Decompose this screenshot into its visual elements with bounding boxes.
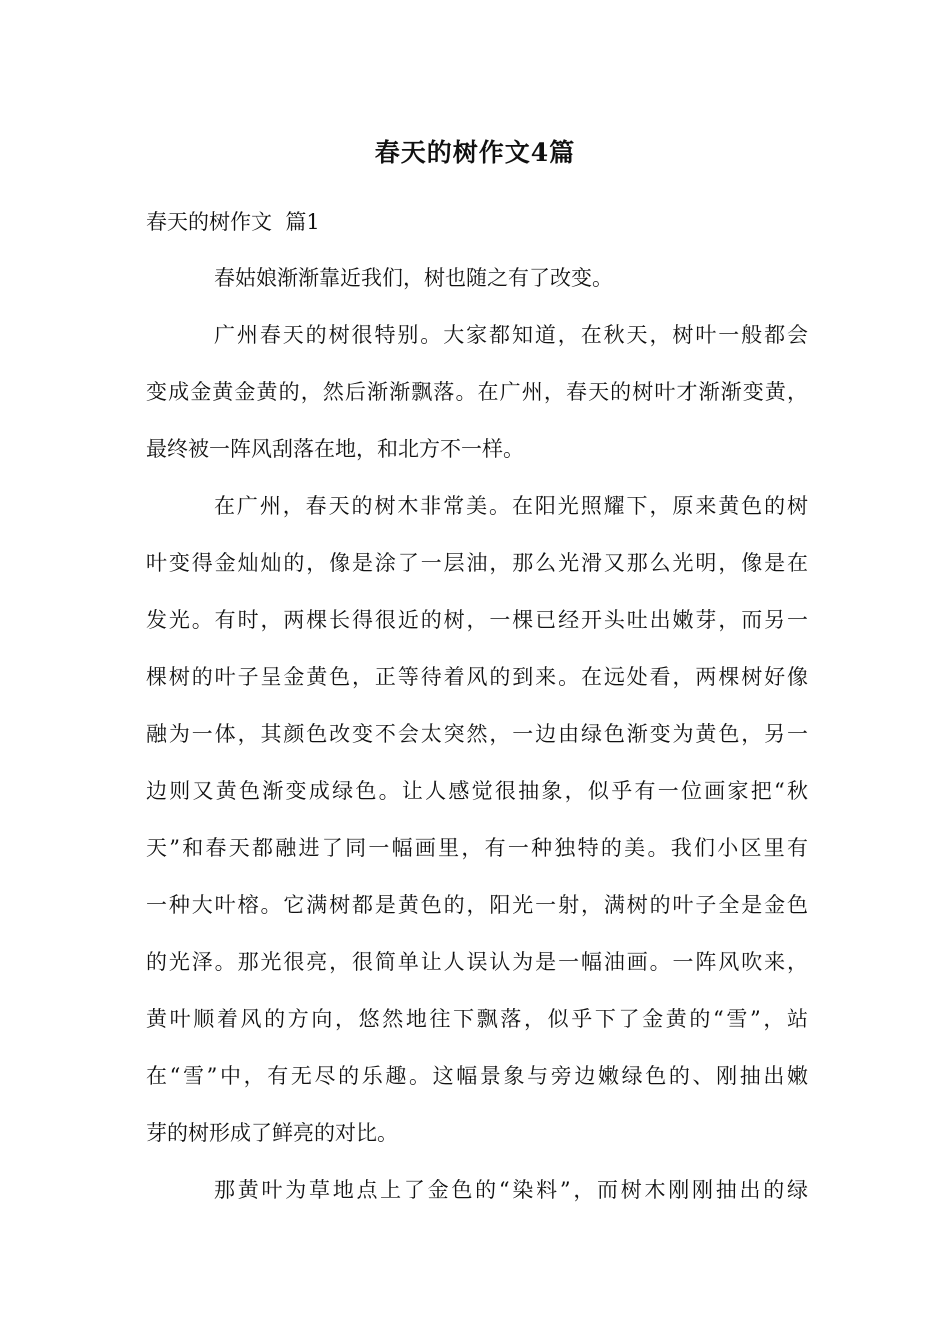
paragraph-line: 变成金黄金黄的，然后渐渐飘落。在广州，春天的树叶才渐渐变黄，	[146, 380, 808, 404]
paragraph-line: 黄叶顺着风的方向，悠然地往下飘落，似乎下了金黄的“雪”，站	[146, 1007, 808, 1031]
paragraph-line: 一种大叶榕。它满树都是黄色的，阳光一射，满树的叶子全是金色	[146, 893, 808, 917]
paragraph-line: 春姑娘渐渐靠近我们，树也随之有了改变。	[214, 266, 613, 290]
paragraph-line: 在广州，春天的树木非常美。在阳光照耀下，原来黄色的树	[214, 494, 808, 518]
paragraph-line: 棵树的叶子呈金黄色，正等待着风的到来。在远处看，两棵树好像	[146, 665, 808, 689]
document-title: 春天的树作文4篇	[374, 138, 576, 167]
paragraph-line: 在“雪”中，有无尽的乐趣。这幅景象与旁边嫩绿色的、刚抽出嫩	[146, 1064, 808, 1088]
paragraph-line: 那黄叶为草地点上了金色的“染料”，而树木刚刚抽出的绿	[214, 1178, 808, 1202]
paragraph-line: 叶变得金灿灿的，像是涂了一层油，那么光滑又那么光明，像是在	[146, 551, 808, 575]
paragraph-line: 融为一体，其颜色改变不会太突然，一边由绿色渐变为黄色，另一	[146, 722, 808, 746]
paragraph-line: 芽的树形成了鲜亮的对比。	[146, 1121, 398, 1145]
paragraph-line: 边则又黄色渐变成绿色。让人感觉很抽象，似乎有一位画家把“秋	[146, 779, 808, 803]
paragraph-line: 的光泽。那光很亮，很简单让人误认为是一幅油画。一阵风吹来，	[146, 950, 808, 974]
paragraph-line: 广州春天的树很特别。大家都知道，在秋天，树叶一般都会	[214, 323, 808, 347]
paragraph-line: 天”和春天都融进了同一幅画里，有一种独特的美。我们小区里有	[146, 836, 808, 860]
paragraph-line: 最终被一阵风刮落在地，和北方不一样。	[146, 437, 524, 461]
paragraph-line: 发光。有时，两棵长得很近的树，一棵已经开头吐出嫩芽，而另一	[146, 608, 808, 632]
section-heading: 春天的树作文 篇1	[146, 210, 320, 234]
